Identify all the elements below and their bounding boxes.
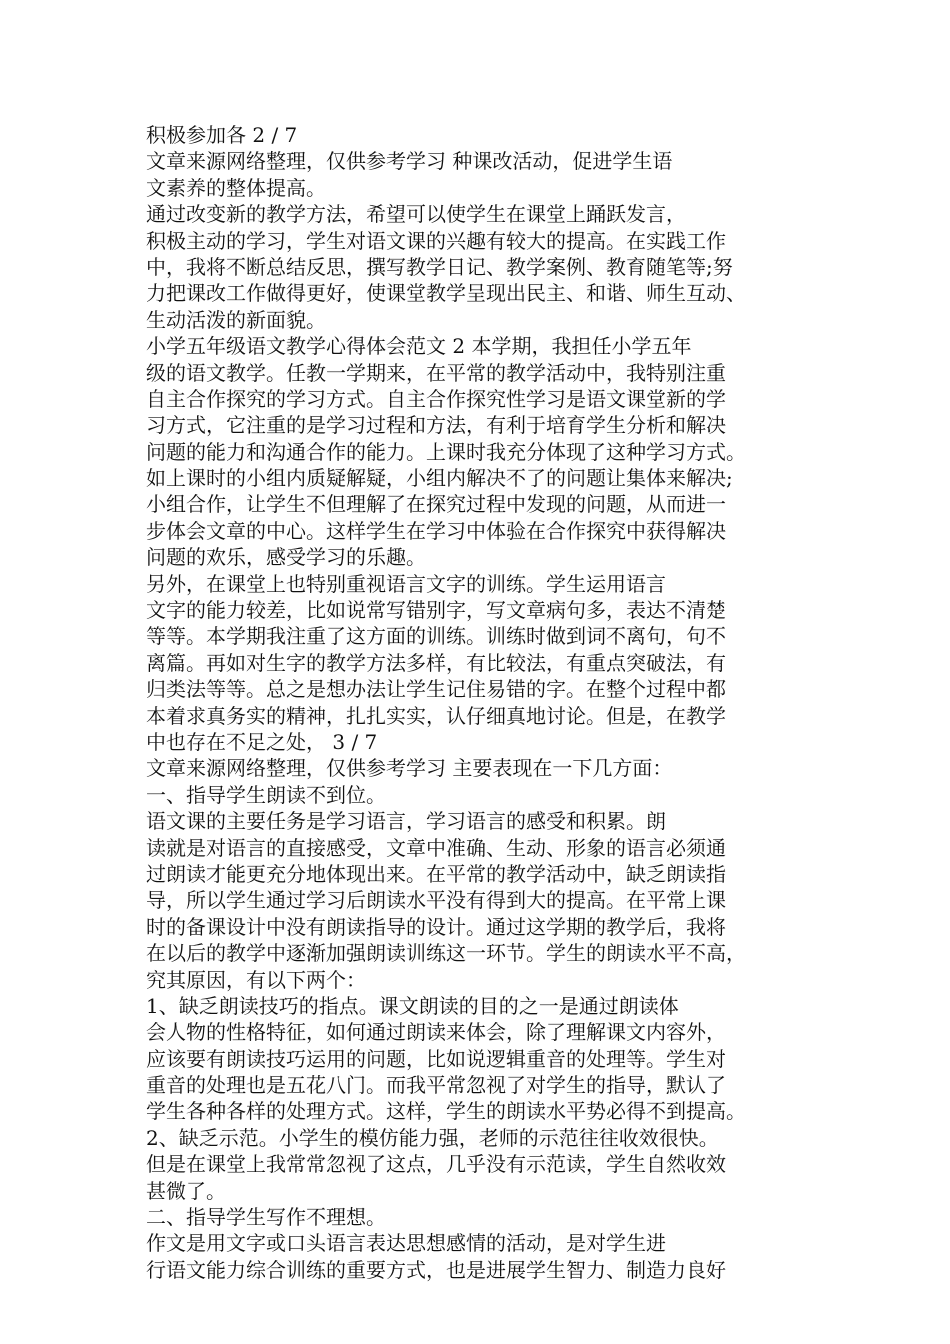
text-line: 文章来源网络整理，仅供参考学习 主要表现在一下几方面： [146, 756, 673, 781]
text-line: 等等。本学期我注重了这方面的训练。训练时做到词不离句，句不 [146, 624, 726, 649]
text-line: 1、缺乏朗读技巧的指点。课文朗读的目的之一是通过朗读体 [146, 993, 679, 1018]
text-line: 文素养的整体提高。 [146, 175, 326, 200]
text-line: 应该要有朗读技巧运用的问题，比如说逻辑重音的处理等。学生对 [146, 1046, 726, 1071]
text-line: 一、指导学生朗读不到位。 [146, 782, 386, 807]
text-line: 在以后的教学中逐渐加强朗读训练这一环节。学生的朗读水平不高， [146, 941, 746, 966]
text-line: 归类法等等。总之是想办法让学生记住易错的字。在整个过程中都 [146, 677, 726, 702]
text-line: 会人物的性格特征，如何通过朗读来体会，除了理解课文内容外， [146, 1020, 726, 1045]
text-line: 如上课时的小组内质疑解疑，小组内解决不了的问题让集体来解决; [146, 466, 733, 491]
text-line: 本着求真务实的精神，扎扎实实，认仔细真地讨论。但是，在教学 [146, 703, 726, 728]
text-line: 学生各种各样的处理方式。这样，学生的朗读水平势必得不到提高。 [146, 1099, 746, 1124]
text-line: 小组合作，让学生不但理解了在探究过程中发现的问题，从而进一 [146, 492, 726, 517]
text-line: 语文课的主要任务是学习语言，学习语言的感受和积累。朗 [146, 809, 666, 834]
text-line: 级的语文教学。任教一学期来，在平常的教学活动中，我特别注重 [146, 360, 726, 385]
text-line: 文字的能力较差，比如说常写错别字，写文章病句多，表达不清楚 [146, 598, 726, 623]
text-line: 问题的欢乐，感受学习的乐趣。 [146, 545, 426, 570]
text-line: 另外，在课堂上也特别重视语言文字的训练。学生运用语言 [146, 571, 666, 596]
text-line: 力把课改工作做得更好，使课堂教学呈现出民主、和谐、师生互动、 [146, 281, 746, 306]
text-line: 究其原因，有以下两个： [146, 967, 366, 992]
text-line: 小学五年级语文教学心得体会范文 2 本学期，我担任小学五年 [146, 334, 692, 359]
text-line: 时的备课设计中没有朗读指导的设计。通过这学期的教学后，我将 [146, 914, 726, 939]
text-line: 读就是对语言的直接感受，文章中准确、生动、形象的语言必须通 [146, 835, 726, 860]
text-line: 通过改变新的教学方法，希望可以使学生在课堂上踊跃发言， [146, 202, 686, 227]
text-line: 问题的能力和沟通合作的能力。上课时我充分体现了这种学习方式。 [146, 439, 746, 464]
text-line: 习方式，它注重的是学习过程和方法，有利于培育学生分析和解决 [146, 413, 726, 438]
text-line: 甚微了。 [146, 1178, 226, 1203]
text-line: 但是在课堂上我常常忽视了这点，几乎没有示范读，学生自然收效 [146, 1152, 726, 1177]
text-line: 步体会文章的中心。这样学生在学习中体验在合作探究中获得解决 [146, 518, 726, 543]
text-line: 二、指导学生写作不理想。 [146, 1205, 386, 1230]
text-line: 过朗读才能更充分地体现出来。在平常的教学活动中，缺乏朗读指 [146, 861, 726, 886]
text-line: 离篇。再如对生字的教学方法多样，有比较法，有重点突破法，有 [146, 650, 726, 675]
text-line: 作文是用文字或口头语言表达思想感情的活动，是对学生进 [146, 1231, 666, 1256]
text-line: 文章来源网络整理，仅供参考学习 种课改活动，促进学生语 [146, 149, 673, 174]
text-line: 自主合作探究的学习方式。自主合作探究性学习是语文课堂新的学 [146, 386, 726, 411]
text-line: 积极参加各 2 / 7 [146, 123, 298, 147]
text-line: 2、缺乏示范。小学生的模仿能力强，老师的示范往往收效很快。 [146, 1125, 719, 1150]
text-line: 导，所以学生通过学习后朗读水平没有得到大的提高。在平常上课 [146, 888, 726, 913]
text-line: 生动活泼的新面貌。 [146, 307, 326, 332]
text-line: 积极主动的学习，学生对语文课的兴趣有较大的提高。在实践工作 [146, 228, 726, 253]
text-line: 行语文能力综合训练的重要方式，也是进展学生智力、制造力良好 [146, 1257, 726, 1282]
text-line: 重音的处理也是五花八门。而我平常忽视了对学生的指导，默认了 [146, 1073, 726, 1098]
body-text [146, 122, 806, 1283]
text-line: 中也存在不足之处， 3 / 7 [146, 729, 378, 754]
text-line: 中，我将不断总结反思，撰写教学日记、教学案例、教育随笔等;努 [146, 254, 733, 279]
